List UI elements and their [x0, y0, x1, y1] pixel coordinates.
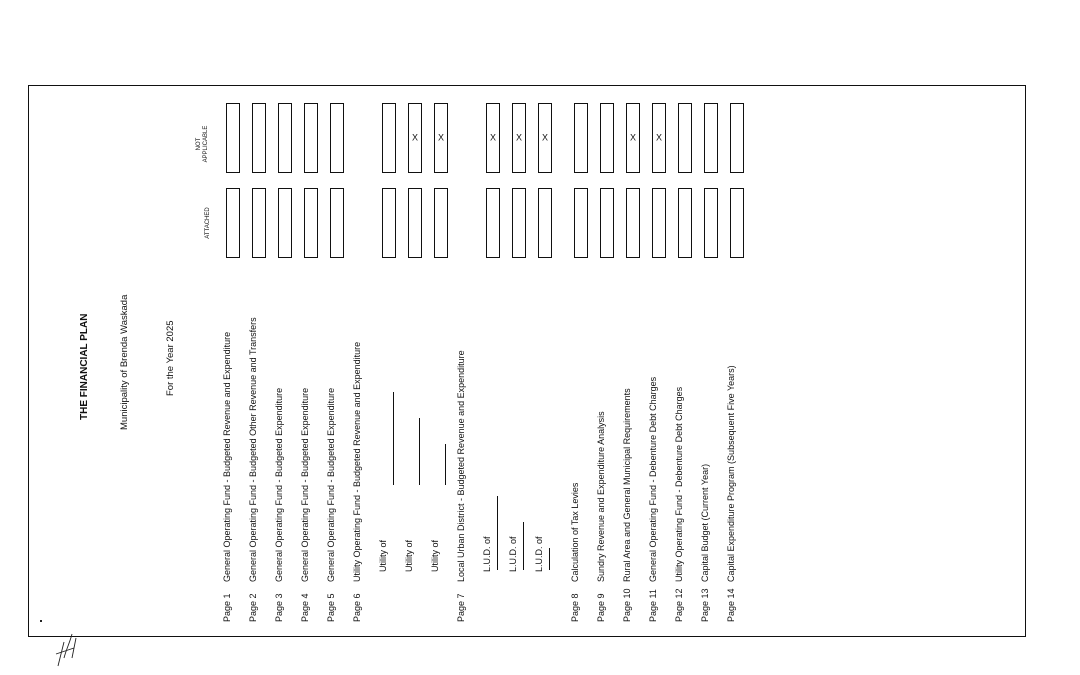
page-number: Page 3: [274, 593, 284, 622]
attached-checkbox[interactable]: [252, 188, 266, 258]
item-description: Utility of: [430, 539, 440, 572]
fill-in-line: [497, 496, 498, 570]
not-applicable-checkbox[interactable]: [678, 103, 692, 173]
item-description: General Operating Fund - Budgeted Expenditure: [274, 387, 284, 582]
page-number: Page 13: [700, 588, 710, 622]
page-number: Page 1: [222, 593, 232, 622]
item-description: Calculation of Tax Levies: [570, 482, 580, 582]
item-description: L.U.D. of: [508, 536, 518, 572]
item-description: General Operating Fund - Budgeted Other Revenue and Transfers: [248, 317, 258, 582]
page-number: Page 2: [248, 593, 258, 622]
fill-in-line: [419, 418, 420, 485]
attached-checkbox[interactable]: [512, 188, 526, 258]
item-description: L.U.D. of: [534, 536, 544, 572]
x-mark: X: [515, 132, 523, 143]
item-description: Capital Expenditure Program (Subsequent Five Years): [726, 365, 736, 582]
dot-mark: [40, 620, 42, 622]
not-applicable-checkbox[interactable]: [704, 103, 718, 173]
not-applicable-checkbox[interactable]: [330, 103, 344, 173]
not-applicable-checkbox[interactable]: [278, 103, 292, 173]
not-applicable-checkbox[interactable]: [730, 103, 744, 173]
attached-checkbox[interactable]: [382, 188, 396, 258]
not-applicable-checkbox[interactable]: [304, 103, 318, 173]
attached-checkbox[interactable]: [538, 188, 552, 258]
item-description: General Operating Fund - Budgeted Revenue and Expenditure: [222, 331, 232, 582]
page-number: Page 14: [726, 588, 736, 622]
fill-in-line: [393, 392, 394, 485]
attached-checkbox[interactable]: [330, 188, 344, 258]
item-description: Utility Operating Fund - Budgeted Revenue and Expenditure: [352, 341, 362, 582]
page-number: Page 9: [596, 593, 606, 622]
attached-checkbox[interactable]: [730, 188, 744, 258]
x-mark: X: [411, 132, 419, 143]
handwritten-signature: [50, 628, 80, 670]
x-mark: X: [655, 132, 663, 143]
page-border: [28, 85, 1026, 637]
page-number: Page 6: [352, 593, 362, 622]
item-description: General Operating Fund - Debenture Debt Charges: [648, 376, 658, 582]
not-applicable-checkbox[interactable]: [574, 103, 588, 173]
municipality-name: Municipality of Brenda Waskada: [119, 294, 130, 430]
page-number: Page 8: [570, 593, 580, 622]
item-description: Local Urban District - Budgeted Revenue and Expenditure: [456, 350, 466, 582]
attached-checkbox[interactable]: [626, 188, 640, 258]
page-number: Page 10: [622, 588, 632, 622]
attached-checkbox[interactable]: [574, 188, 588, 258]
fill-in-line: [549, 548, 550, 570]
attached-checkbox[interactable]: [704, 188, 718, 258]
not-applicable-checkbox[interactable]: [600, 103, 614, 173]
item-description: General Operating Fund - Budgeted Expenditure: [326, 387, 336, 582]
attached-checkbox[interactable]: [408, 188, 422, 258]
x-mark: X: [541, 132, 549, 143]
attached-checkbox[interactable]: [278, 188, 292, 258]
x-mark: X: [489, 132, 497, 143]
item-description: Utility of: [378, 539, 388, 572]
attached-column-header: ATTACHED: [205, 207, 211, 239]
not-applicable-column-header: NOT APPLICABLE: [196, 125, 209, 163]
item-description: Rural Area and General Municipal Requirements: [622, 388, 632, 582]
attached-checkbox[interactable]: [434, 188, 448, 258]
item-description: Capital Budget (Current Year): [700, 463, 710, 582]
x-mark: X: [629, 132, 637, 143]
fiscal-year: For the Year 2025: [165, 320, 176, 396]
attached-checkbox[interactable]: [652, 188, 666, 258]
attached-checkbox[interactable]: [486, 188, 500, 258]
page-number: Page 5: [326, 593, 336, 622]
item-description: Utility of: [404, 539, 414, 572]
document-title: THE FINANCIAL PLAN: [79, 313, 90, 420]
attached-checkbox[interactable]: [304, 188, 318, 258]
fill-in-line: [445, 444, 446, 485]
not-applicable-checkbox[interactable]: [252, 103, 266, 173]
attached-checkbox[interactable]: [678, 188, 692, 258]
fill-in-line: [523, 522, 524, 570]
not-applicable-checkbox[interactable]: [382, 103, 396, 173]
item-description: Utility Operating Fund - Debenture Debt Charges: [674, 386, 684, 582]
item-description: General Operating Fund - Budgeted Expenditure: [300, 387, 310, 582]
item-description: L.U.D. of: [482, 536, 492, 572]
page-number: Page 7: [456, 593, 466, 622]
attached-checkbox[interactable]: [226, 188, 240, 258]
page-number: Page 4: [300, 593, 310, 622]
item-description: Sundry Revenue and Expenditure Analysis: [596, 411, 606, 582]
page-number: Page 12: [674, 588, 684, 622]
attached-checkbox[interactable]: [600, 188, 614, 258]
not-applicable-checkbox[interactable]: [226, 103, 240, 173]
page-number: Page 11: [648, 589, 658, 622]
x-mark: X: [437, 132, 445, 143]
